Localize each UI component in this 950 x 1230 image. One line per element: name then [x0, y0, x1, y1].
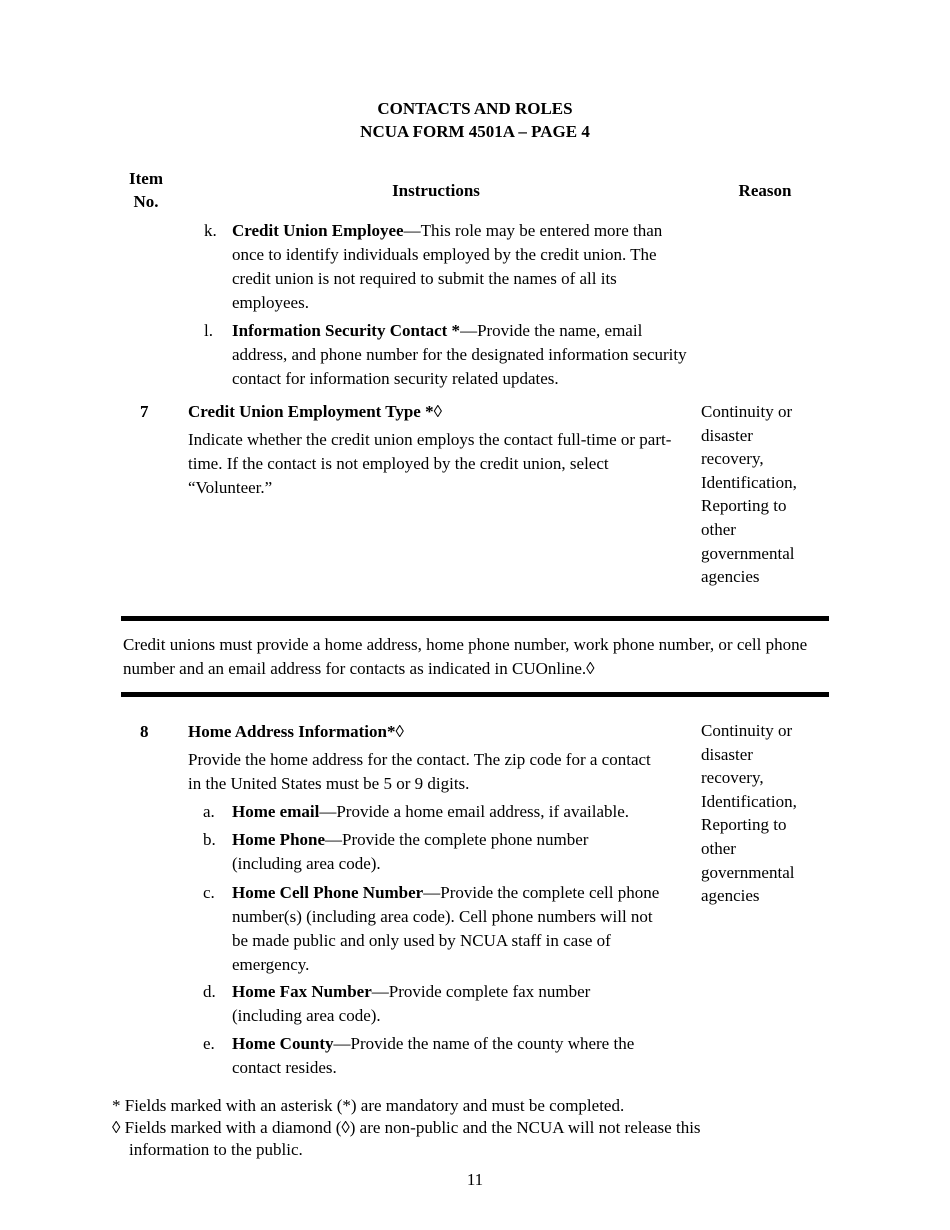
list-item-letter: b.	[203, 830, 216, 849]
item-number: 7	[140, 402, 149, 421]
list-item-text	[232, 219, 687, 315]
column-header-reason: Reason	[738, 181, 792, 200]
column-header-instructions: Instructions	[392, 181, 480, 200]
list-item-text	[232, 319, 687, 391]
list-item-body: —Provide the complete phone number (including area code).	[232, 830, 589, 873]
list-item-term: Home Fax Number	[232, 982, 372, 1001]
list-item-letter: e.	[203, 1034, 215, 1053]
item-title: Home Address Information*◊	[188, 722, 404, 741]
page-number: 11	[466, 1170, 484, 1189]
list-item-term: Home Phone	[232, 830, 326, 849]
notice-text: Credit unions must provide a home address, home phone number, work phone number, or cell phone number and an email address for contacts as indicated in CUOnline.◊	[123, 635, 808, 678]
list-item-body: —Provide the name of the county where the contact resides.	[232, 1034, 635, 1077]
list-item-term: Home County	[232, 1034, 334, 1053]
footnote-diamond: ◊ Fields marked with a diamond (◊) are non-public and the NCUA will not release this	[112, 1118, 701, 1137]
item-reason: Continuity or disaster recovery, Identification, Reporting to other governmental agencies	[701, 402, 797, 587]
item-description: Indicate whether the credit union employs the contact full-time or part-time. If the contact is not employed by the credit union, select “Volunteer.”	[188, 430, 672, 497]
list-item-text	[232, 881, 672, 977]
list-item-body: —Provide the complete cell phone number(s) (including area code). Cell phone numbers will not be made public and only used by NCUA staff in case of emergency.	[232, 883, 660, 974]
column-header-item-no	[118, 167, 174, 213]
list-item-body: —Provide a home email address, if available.	[319, 802, 630, 821]
list-item-text	[232, 1032, 687, 1080]
list-item-body: —Provide the name, email address, and phone number for the designated information security contact for information security related updates.	[232, 321, 687, 388]
list-item-letter: l.	[204, 321, 213, 340]
footnote-asterisk: * Fields marked with an asterisk (*) are mandatory and must be completed.	[112, 1096, 625, 1115]
list-item-letter: c.	[203, 883, 215, 902]
list-item-text	[232, 828, 652, 876]
item-number: 8	[140, 722, 149, 741]
item-description: Provide the home address for the contact. The zip code for a contact in the United States must be 5 or 9 digits.	[188, 750, 651, 793]
list-item-body: —This role may be entered more than once to identify individuals employed by the credit union. The credit union is not required to submit the names of all its employees.	[232, 221, 663, 312]
list-item-body: —Provide complete fax number (including area code).	[232, 982, 591, 1025]
list-item-letter: d.	[203, 982, 216, 1001]
list-item-text	[232, 980, 652, 1028]
list-item-term: Home email	[232, 802, 320, 821]
list-item-letter: a.	[203, 802, 215, 821]
list-item-term: Home Cell Phone Number	[232, 883, 424, 902]
item-title: Credit Union Employment Type *◊	[188, 402, 442, 421]
column-header-item-line1: Item	[129, 169, 163, 188]
list-item-term: Credit Union Employee	[232, 221, 404, 240]
list-item-text	[232, 800, 687, 824]
column-header-item-line2: No.	[133, 192, 159, 211]
list-item-term: Information Security Contact *	[232, 321, 461, 340]
page-title: CONTACTS AND ROLES	[377, 99, 573, 118]
divider	[121, 616, 829, 621]
form-subtitle: NCUA FORM 4501A – PAGE 4	[360, 122, 590, 141]
divider	[121, 692, 829, 697]
item-reason: Continuity or disaster recovery, Identification, Reporting to other governmental agencies	[701, 721, 797, 906]
footnote-diamond-continued: information to the public.	[129, 1140, 303, 1159]
list-item-letter: k.	[204, 221, 217, 240]
